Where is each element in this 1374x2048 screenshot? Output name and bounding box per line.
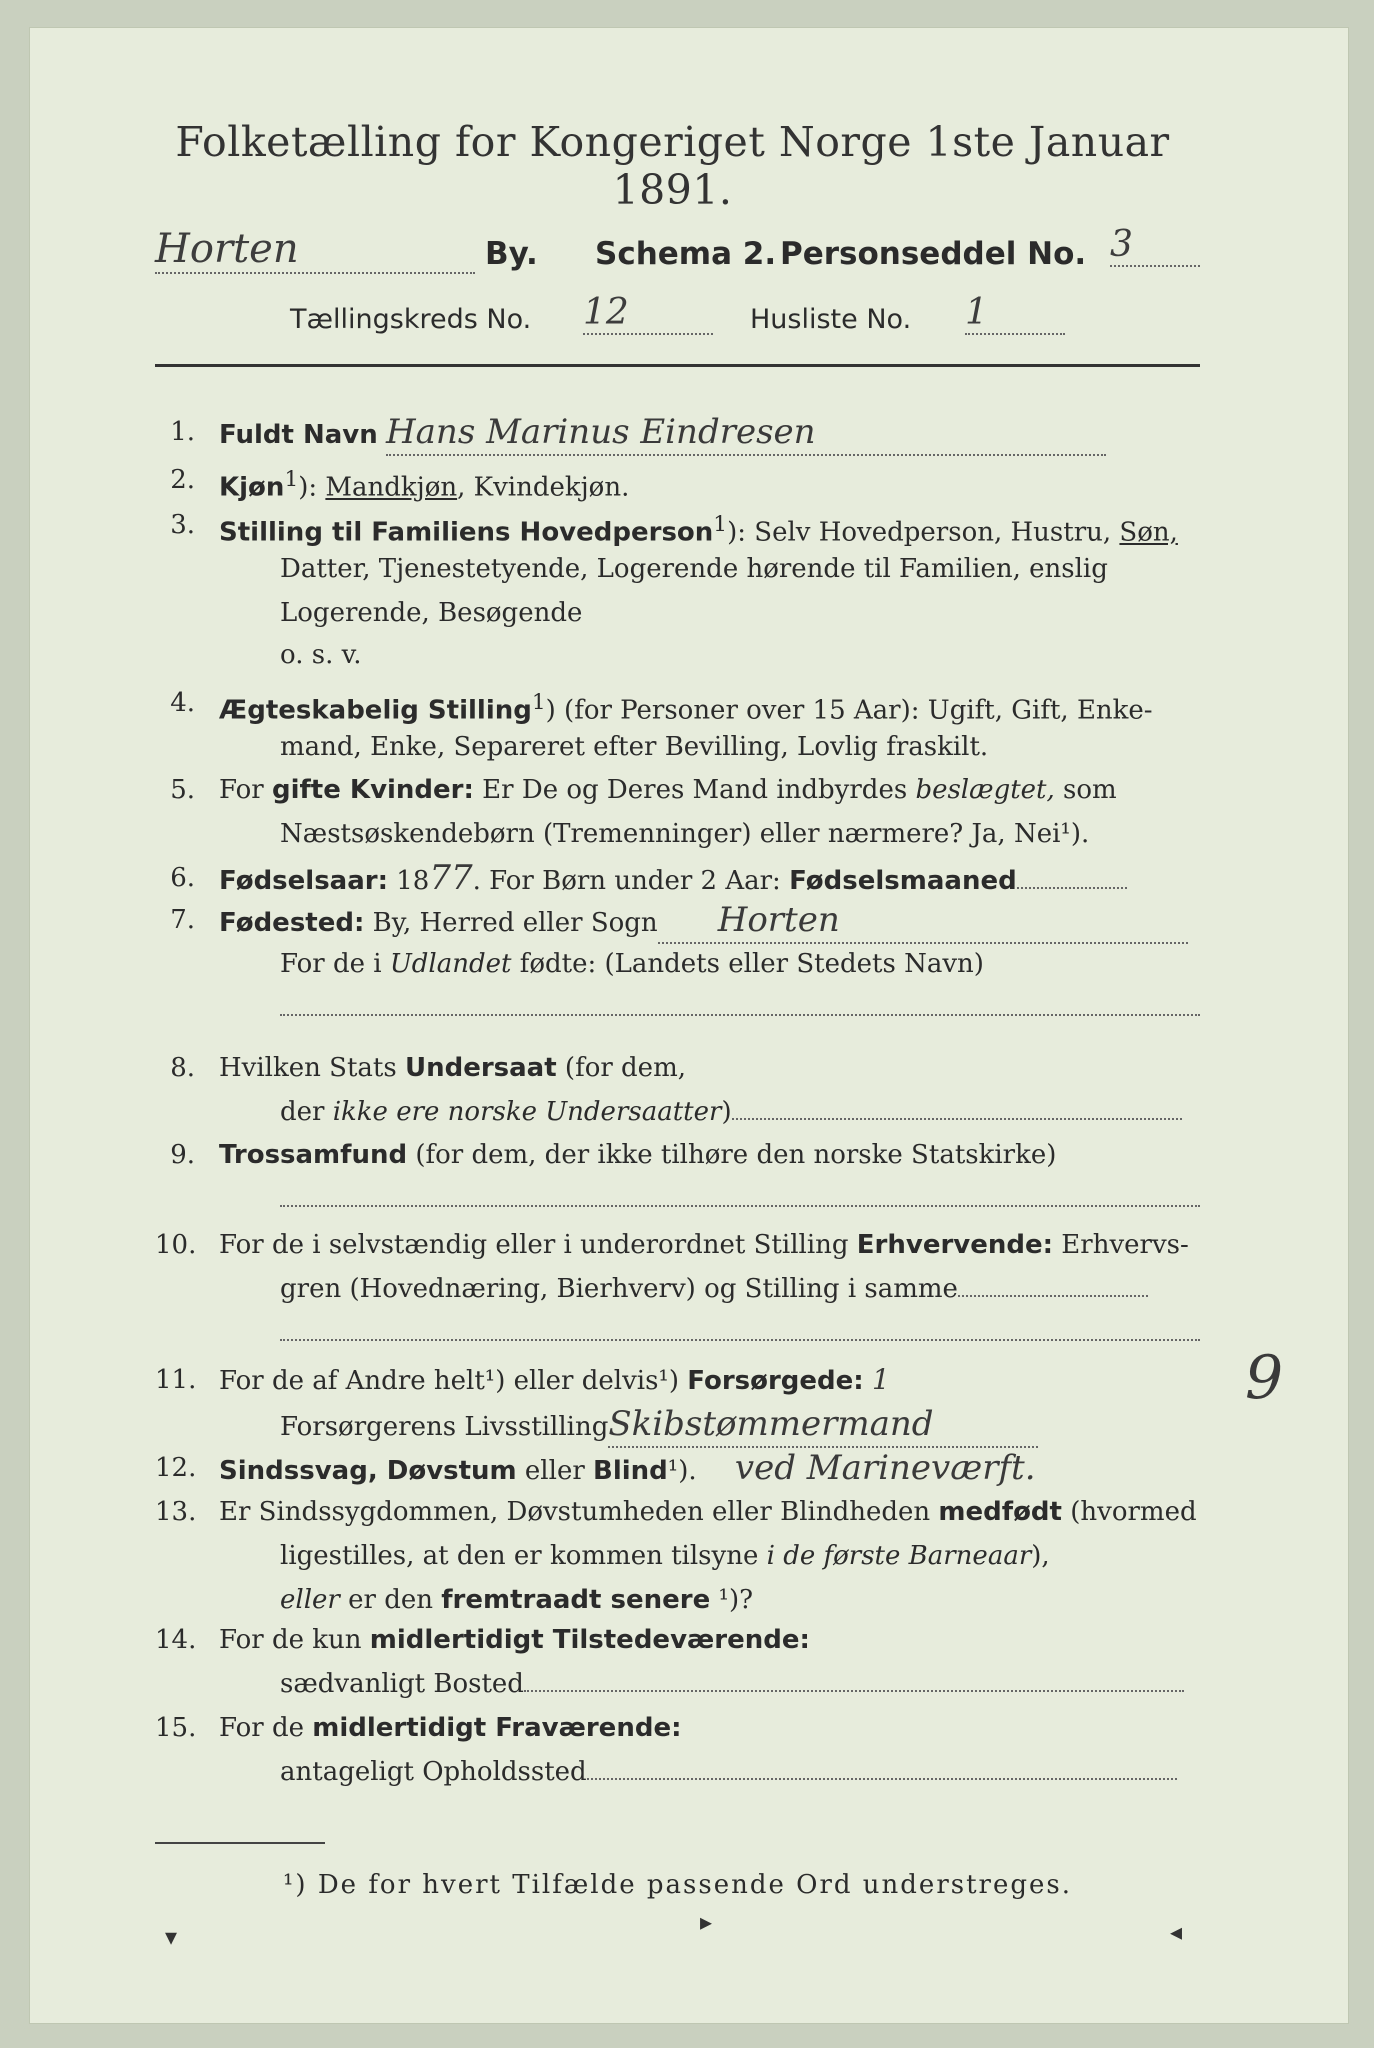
q15-number: 15. (155, 1713, 197, 1743)
q8-text-a: Hvilken Stats (219, 1053, 405, 1083)
q7-number: 7. (170, 905, 195, 935)
q13-number: 13. (155, 1497, 197, 1527)
q13-text-f: ¹)? (710, 1585, 754, 1615)
q7-text-c: fødte: (Landets eller Stedets Navn) (511, 949, 984, 979)
speck-mark: ◂ (1170, 1918, 1183, 1946)
q12-text-b: ¹). (667, 1456, 697, 1486)
birth-year-value: 77 (429, 858, 473, 898)
q6-bold-b: Fødselsmaaned (789, 866, 1017, 896)
q15-text-a: For de (219, 1713, 313, 1743)
q7-text-b: For de i (280, 949, 390, 979)
question-5 (155, 768, 1200, 858)
q8-number: 8. (170, 1053, 195, 1083)
q13-bold-a: medfødt (938, 1497, 1062, 1527)
q4-sup: 1 (531, 690, 546, 715)
q10-number: 10. (155, 1230, 197, 1260)
q5-text-a: For (219, 775, 272, 805)
q6-number: 6. (170, 863, 195, 893)
question-8 (155, 1046, 1200, 1136)
husliste-label: Husliste No. (750, 304, 912, 335)
q10-blank-line (280, 1303, 1200, 1341)
q13-text-a: Er Sindssygdommen, Døvstumheden eller Blindheden (219, 1497, 939, 1527)
question-10 (155, 1223, 1200, 1353)
speck-mark: ▸ (700, 1908, 713, 1936)
kreds-value: 12 (583, 292, 713, 335)
q14-number: 14. (155, 1625, 197, 1655)
husliste-value: 1 (965, 292, 1065, 335)
question-3: 3. Stilling til Familiens Hovedperson$^1$): Selv Hovedperson, Hustru, Søn, Datter, Tjenestetyende, Logerende hørende til Familien, enslig Logerende, Besøgende o. s. v. (155, 503, 1200, 683)
q6-text-a: . For Børn under 2 Aar: (472, 866, 790, 896)
q4-label: Ægteskabelig Stilling (219, 695, 532, 726)
q7-text-a: By, Herred eller Sogn (364, 908, 658, 938)
q1-number: 1. (170, 417, 195, 447)
q8-text-c: der (280, 1097, 333, 1127)
question-13 (155, 1490, 1200, 1625)
q4-number: 4. (170, 688, 195, 718)
q5-bold-a: gifte Kvinder: (271, 775, 474, 805)
q13-text-e: er den (339, 1585, 442, 1615)
census-form-sheet (30, 28, 1348, 2023)
q3-label: Stilling til Familiens Hovedperson (219, 517, 714, 548)
q12-text-a: eller (516, 1456, 594, 1486)
q14-text-a: For de kun (219, 1625, 370, 1655)
q3-text-b: Datter, Tjenestetyende, Logerende hørende til Familien, enslig (280, 554, 1108, 584)
q5-text-b: Er De og Deres Mand indbyrdes (473, 775, 916, 805)
full-name-value: Hans Marinus Eindresen (386, 410, 1106, 456)
q9-label: Trossamfund (219, 1140, 408, 1170)
q13-italic-a: i de første Barneaar (766, 1541, 1032, 1571)
q8-text-b: (for dem, (556, 1053, 686, 1083)
by-label: By. (485, 236, 538, 272)
q15-text-b: antageligt Opholdssted (280, 1757, 587, 1787)
supporter-occupation-value: Skibstømmermand (608, 1402, 1038, 1448)
personseddel-value: 3 (1110, 224, 1200, 267)
kreds-line (155, 292, 1200, 354)
question-11 (155, 1358, 1200, 1448)
q12-number: 12. (155, 1453, 197, 1483)
q2-options: , Kvindekjøn. (457, 472, 630, 503)
q3-text-a: : Selv Hovedperson, Hustru, (737, 517, 1112, 548)
question-9 (155, 1133, 1200, 1223)
q5-text-c: som (1054, 775, 1117, 805)
q5-italic-a: beslægtet, (915, 775, 1055, 805)
q2-sup: 1 (284, 467, 299, 492)
q9-blank-line (280, 1169, 1200, 1207)
q6-prefix: 18 (388, 866, 430, 896)
town-handwritten: Horten (155, 226, 475, 274)
q9-text-a: (for dem, der ikke tilhøre den norske Statskirke) (407, 1140, 1057, 1170)
q3-sup: 1 (713, 512, 728, 537)
q2-label: Kjøn (219, 472, 285, 503)
q14-bold-a: midlertidigt Tilstedeværende: (369, 1625, 810, 1655)
q12-label: Sindssvag, Døvstum (219, 1456, 517, 1486)
question-14 (155, 1618, 1200, 1708)
q12-bold-a: Blind (593, 1456, 668, 1486)
q13-text-c: ligestilles, at den er kommen tilsyne (280, 1541, 767, 1571)
q8-bold-a: Undersaat (404, 1053, 557, 1083)
q6-label: Fødselsaar: (219, 866, 388, 896)
personseddel-label: Personseddel No. (780, 236, 1087, 272)
q11-text-a: For de af Andre helt¹) eller delvis¹) (219, 1366, 688, 1396)
q9-number: 9. (170, 1140, 195, 1170)
q10-text-c: gren (Hovednæring, Bierhverv) og Stilling i samme (280, 1274, 958, 1304)
q3-text-c: Logerende, Besøgende (280, 598, 583, 628)
q12-handwritten-value: ved Marineværft. (734, 1448, 1036, 1488)
form-content: Folketælling for Kongeriget Norge 1ste Januar 1891. Horten By. Schema 2. Personseddel No. 3 Tællingskreds No. 12 Husliste No. 1 1. Fuldt Navn Hans Marinus Eindresen 2. Kjøn$^1$): Mandkjøn, Kvindekjøn. 3. Stilling til Familiens Hovedperson$^1$): Selv Hovedperson, Hustru, Søn, Datter, Tjenestetyende, Logerende hørende til Familien, enslig Logerende, Besøgende o. s. v. 4. Ægteskabelig Stilling$^1$) (for Personer over 15 Aar): Ugift, Gift, Enke- mand, Enke, Separeret efter Bevilling, Lovlig fraskilt. 5. For gifte Kvinder: Er De og Deres Mand indbyrdes beslægtet, som Næstsøskendebørn (Tremenninger) eller nærmere? Ja, Nei¹). 6. Fødselsaar: 1877. For Børn under 2 Aar: Fødselsmaaned 7. Fødested: By, Herred eller Sogn Horten For de i Udlandet fødte: (Landets eller Stedets Navn) 8. Hvilken Stats Undersaat (for dem, der ikke ere norske Undersaatter) 9. Trossamfund (for dem, der ikke tilhøre den norske Statskirke) 10. For de i selvstændig eller i underordnet Stilling Erhvervende: Erhvervs- gren (Hovednæring, Bierhverv) og Stilling i samme 11. For de af Andre helt¹) eller delvis¹) Forsørgede: 1 Forsørgerens LivsstillingSkibstømmermand 12. Sindssvag, Døvstum eller Blind¹). ved Marineværft. 13. Er Sindssygdommen, Døvstumheden eller Blindheden medfødt (hvormed ligestilles, at den er kommen tilsyne i de første Barneaar), eller er den fremtraadt senere ¹)? 14. For de kun midlertidigt Tilstedeværende: sædvanligt Bosted 15. For de midlertidigt Fraværende: antageligt Opholdssted ¹) De for hvert Tilfælde passende Ord understreges. (155, 118, 1200, 354)
q2-number: 2. (170, 465, 195, 495)
footnote: ¹) De for hvert Tilfælde passende Ord understreges. (282, 1870, 1072, 1900)
q11-number: 11. (155, 1365, 197, 1395)
q13-italic-b: eller (280, 1585, 340, 1615)
header-rule (155, 364, 1200, 367)
q8-text-d: ) (721, 1097, 732, 1127)
q13-bold-b: fremtraadt senere (441, 1585, 711, 1615)
q7-blank-line (280, 978, 1200, 1016)
question-4: 4. Ægteskabelig Stilling$^1$) (for Personer over 15 Aar): Ugift, Gift, Enke- mand, Enke, Separeret efter Bevilling, Lovlig fraskilt. (155, 681, 1200, 771)
question-15 (155, 1706, 1200, 1796)
q5-text-d: Næstsøskendebørn (Tremenninger) eller nærmere? Ja, Nei¹). (280, 819, 1090, 849)
q4-text-a: (for Personer over 15 Aar): Ugift, Gift, Enke- (555, 695, 1153, 726)
q3-text-d: o. s. v. (280, 640, 362, 670)
q13-text-b: (hvormed (1061, 1497, 1197, 1527)
form-title: Folketælling for Kongeriget Norge 1ste Januar 1891. (175, 118, 1170, 214)
q7-label: Fødested: (219, 908, 365, 938)
q11-text-b: Forsørgerens Livsstilling (280, 1412, 609, 1442)
schema-label: Schema 2. (595, 236, 777, 272)
q11-bold-a: Forsørgede: (687, 1366, 864, 1396)
q10-bold-a: Erhvervende: (856, 1230, 1054, 1260)
q13-text-d: ), (1031, 1541, 1050, 1571)
q15-dots (587, 1778, 1177, 1780)
q2-selected-option: Mandkjøn (325, 472, 458, 503)
q3-selected-option: Søn, (1119, 517, 1178, 548)
q8-dots (732, 1118, 1182, 1120)
speck-mark: ▾ (165, 1923, 178, 1951)
q8-italic-a: ikke ere norske Undersaatter (332, 1097, 722, 1127)
q15-bold-a: midlertidigt Fraværende: (312, 1713, 682, 1743)
q10-dots (958, 1295, 1148, 1297)
q3-number: 3. (170, 510, 195, 540)
schema-line (155, 226, 1200, 296)
q5-number: 5. (170, 775, 195, 805)
q14-text-b: sædvanligt Bosted (280, 1669, 524, 1699)
footnote-rule (155, 1842, 325, 1844)
birthplace-value: Horten (658, 898, 1188, 944)
kreds-label: Tællingskreds No. (290, 304, 532, 335)
q10-text-a: For de i selvstændig eller i underordnet Stilling (219, 1230, 857, 1260)
q11-mark: 1 (871, 1363, 890, 1396)
q14-dots (524, 1690, 1184, 1692)
q10-text-b: Erhvervs- (1053, 1230, 1189, 1260)
q6-dots (1017, 887, 1127, 889)
q4-text-b: mand, Enke, Separeret efter Bevilling, Lovlig fraskilt. (280, 732, 989, 762)
question-7 (155, 898, 1200, 1038)
q1-label: Fuldt Navn (219, 420, 378, 450)
q7-italic-a: Udlandet (389, 949, 512, 979)
margin-mark: 9 (1245, 1343, 1284, 1413)
